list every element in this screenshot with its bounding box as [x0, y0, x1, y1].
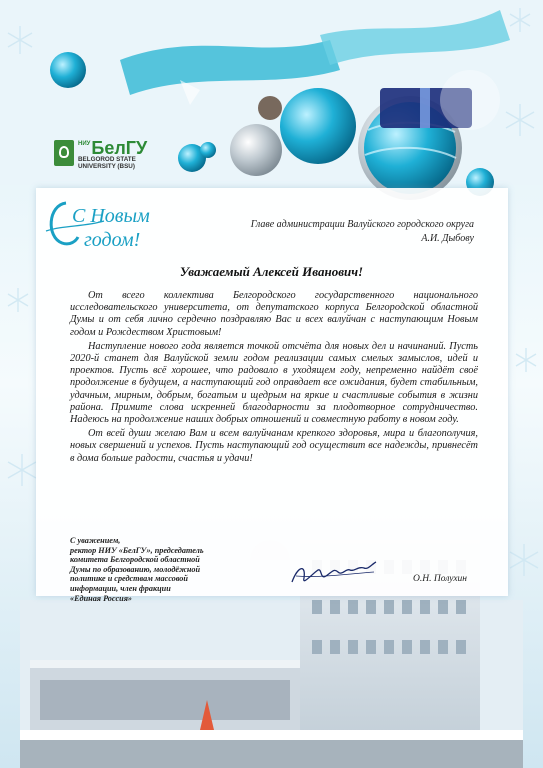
greeting-line1: С Новым [72, 205, 150, 227]
salutation: Уважаемый Алексей Иванович! [179, 264, 364, 279]
letter-body [70, 290, 478, 467]
new-year-greeting-title [44, 197, 184, 255]
greeting-line2: годом! [84, 229, 141, 251]
logo-line2: UNIVERSITY (BSU) [78, 163, 135, 170]
logo-niu: НИУ [78, 141, 91, 147]
sender-line: политике и средствам массовой [70, 574, 188, 584]
sender-block [70, 536, 270, 603]
addressee-name: А.И. Дыбову [421, 233, 474, 244]
university-logo [54, 140, 147, 170]
paragraph: Наступление нового года является точкой отсчёта для новых дел и начинаний. Пусть 2020-й станет для Валуйской земли годом реализации самых смелых замыслов, идей и проектов. Пусть всё хорошее, что радовало в уходящем году, непременно найдёт своё продолжение в будущем, а наступающий год оправдает все ожидания, будет стабильным, удачным, мирным, добрым, богатым и щедрым на яркие и счастливые события в жизни района. Примите слова искренней благодарности за плодотворное сотрудничество. Надеюсь на продолжение наших добрых отношений и совместную работу в новом году. [70, 340, 478, 426]
addressee [251, 218, 474, 246]
sender-line: информации, член фракции [70, 583, 171, 593]
logo-line1: BELGOROD STATE [78, 156, 136, 163]
pinecone [258, 96, 282, 120]
glitter-ornament [230, 124, 282, 176]
blue-ornament-medium [280, 88, 356, 164]
sender-line: С уважением, [70, 536, 121, 545]
logo-name: БелГУ [91, 138, 148, 158]
university-emblem-icon [54, 140, 74, 166]
addressee-position: Главе администрации Валуйского городского округа [250, 219, 474, 230]
handwritten-signature [288, 556, 380, 592]
sender-line: ректор НИУ «БелГУ», председатель [70, 545, 204, 555]
paragraph: От всей души желаю Вам и всем валуйчанам крепкого здоровья, мира и благополучия, новых свершений и успехов. Пусть наступающий год осуществит все надежды, привнесёт в дома больше радости, счастья и удачи! [70, 428, 478, 464]
signer-name: О.Н. Полухин [413, 574, 468, 584]
sender-line: Думы по образованию, молодёжной [70, 564, 201, 574]
sender-line: «Единая Россия» [70, 593, 133, 603]
paragraph: От всего коллектива Белгородского государственного национального исследовательского университета, от депутатского корпуса Белгородской областной Думы и от себя лично сердечно поздравляю Вас и всех валуйчан с наступающим Новым годом и Рождеством Христовым! [70, 290, 478, 338]
sender-line: комитета Белгородской областной [70, 555, 200, 565]
